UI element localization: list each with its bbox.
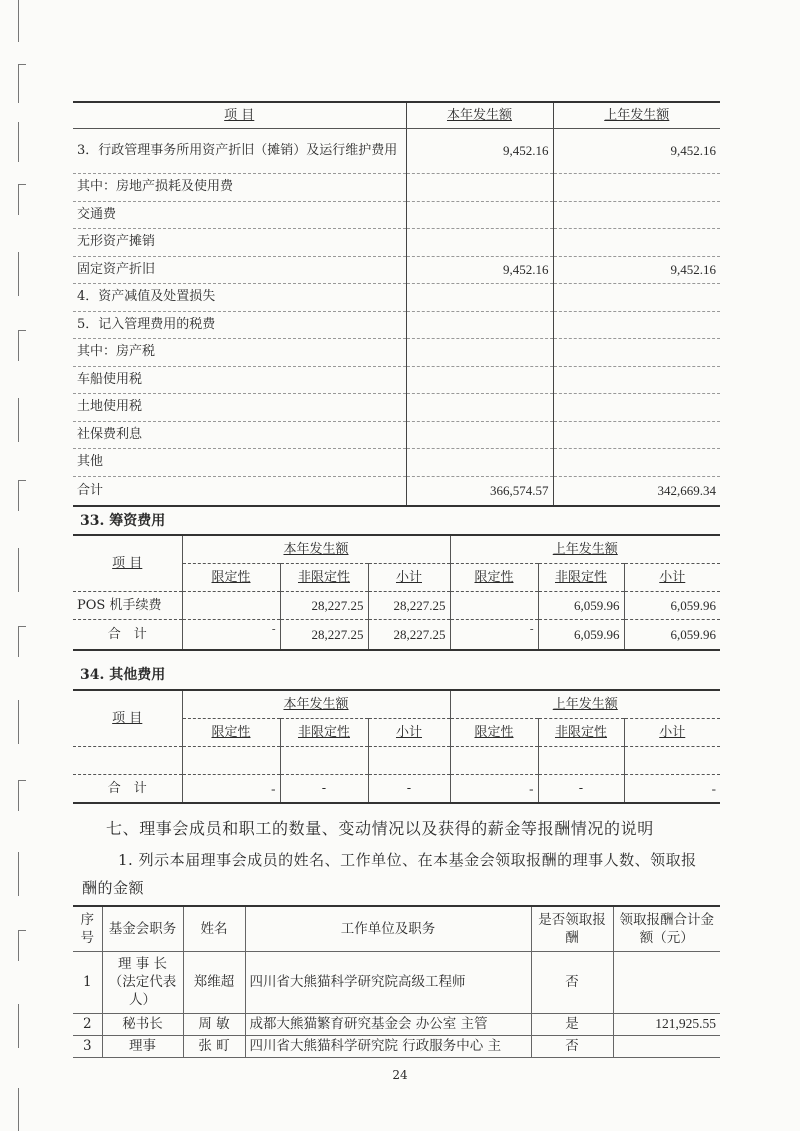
cell-value: -	[182, 775, 280, 804]
column-header-item: 项 目	[73, 102, 406, 129]
column-header-role: 基金会职务	[102, 906, 183, 951]
cell-value	[538, 747, 624, 775]
member-paid: 否	[531, 951, 613, 1013]
cell-value: -	[450, 620, 538, 651]
column-header-paid: 是否领取报酬	[531, 906, 613, 951]
current-amount	[406, 229, 553, 257]
table-row	[73, 394, 720, 422]
table-row	[73, 201, 720, 229]
row-label: POS 机手续费	[73, 592, 182, 620]
subheader-subtotal: 小计	[368, 719, 450, 747]
previous-amount	[553, 174, 720, 202]
cell-value: -	[280, 775, 368, 804]
current-amount	[406, 284, 553, 312]
previous-amount	[553, 366, 720, 394]
cell-value	[280, 747, 368, 775]
column-header-current: 本年发生额	[406, 102, 553, 129]
section-34-title: 34. 其他费用	[80, 667, 166, 683]
subheader-subtotal: 小计	[624, 564, 720, 592]
table-row	[73, 256, 720, 284]
member-no: 1	[73, 951, 102, 1013]
table-row	[73, 1035, 720, 1057]
table-row	[73, 284, 720, 312]
paragraph-line-1: 1. 列示本届理事会成员的姓名、工作单位、在本基金会领取报酬的理事人数、领取报	[118, 851, 697, 869]
cell-value	[624, 747, 720, 775]
column-header-previous: 上年发生额	[450, 690, 720, 719]
column-header-previous: 上年发生额	[450, 535, 720, 564]
member-amount: 121,925.55	[613, 1013, 720, 1035]
previous-amount	[553, 229, 720, 257]
member-name: 郑维超	[183, 951, 245, 1013]
column-header-previous: 上年发生额	[553, 102, 720, 129]
current-amount	[406, 311, 553, 339]
column-header-item: 项 目	[73, 690, 182, 747]
row-label: 土地使用税	[73, 394, 406, 422]
cell-value: -	[182, 620, 280, 651]
cell-value: 6,059.96	[538, 592, 624, 620]
table-row	[73, 951, 720, 1013]
subheader-unrestricted: 非限定性	[538, 719, 624, 747]
subheader-unrestricted: 非限定性	[538, 564, 624, 592]
current-amount: 9,452.16	[406, 256, 553, 284]
member-org: 成都大熊猫繁育研究基金会 办公室 主管	[245, 1013, 531, 1035]
column-header-current: 本年发生额	[182, 535, 450, 564]
total-row	[73, 775, 720, 804]
column-header-current: 本年发生额	[182, 690, 450, 719]
previous-amount	[553, 449, 720, 477]
table-row	[73, 1013, 720, 1035]
financing-expense-table	[73, 534, 720, 651]
table-header-row	[73, 690, 720, 719]
previous-amount	[553, 284, 720, 312]
member-paid: 是	[531, 1013, 613, 1035]
previous-amount	[553, 339, 720, 367]
column-header-amount: 领取报酬合计金额（元）	[613, 906, 720, 951]
previous-amount	[553, 201, 720, 229]
table-row	[73, 339, 720, 367]
column-header-no: 序号	[73, 906, 102, 951]
previous-amount: 9,452.16	[553, 256, 720, 284]
subheader-unrestricted: 非限定性	[280, 719, 368, 747]
cell-value: -	[538, 775, 624, 804]
table-row	[73, 366, 720, 394]
row-label: 3．行政管理事务所用资产折旧（摊销）及运行维护费用	[73, 129, 406, 174]
row-label: 固定资产折旧	[73, 256, 406, 284]
cell-value: 28,227.25	[368, 620, 450, 651]
current-amount	[406, 421, 553, 449]
subheader-restricted: 限定性	[450, 564, 538, 592]
member-no: 2	[73, 1013, 102, 1035]
chapter-7-heading: 七、理事会成员和职工的数量、变动情况以及获得的薪金等报酬情况的说明	[106, 819, 654, 838]
current-amount: 366,574.57	[406, 476, 553, 506]
row-label: 合 计	[73, 620, 182, 651]
member-amount	[613, 1035, 720, 1057]
current-amount	[406, 201, 553, 229]
row-label: 无形资产摊销	[73, 229, 406, 257]
other-expense-table	[73, 689, 720, 804]
row-label: 其中：房产税	[73, 339, 406, 367]
table-row	[73, 311, 720, 339]
row-label	[73, 747, 182, 775]
cell-value: 6,059.96	[538, 620, 624, 651]
previous-amount: 342,669.34	[553, 476, 720, 506]
member-role: 理 事 长（法定代表人）	[102, 951, 183, 1013]
cell-value	[368, 747, 450, 775]
cell-value	[182, 592, 280, 620]
table-header-row	[73, 102, 720, 129]
column-header-name: 姓名	[183, 906, 245, 951]
row-label: 5．记入管理费用的税费	[73, 311, 406, 339]
row-label: 4．资产减值及处置损失	[73, 284, 406, 312]
cell-value: -	[624, 775, 720, 804]
previous-amount	[553, 394, 720, 422]
table-row	[73, 449, 720, 477]
subheader-restricted: 限定性	[450, 719, 538, 747]
binder-margin	[0, 0, 46, 1131]
member-name: 张 町	[183, 1035, 245, 1057]
subheader-unrestricted: 非限定性	[280, 564, 368, 592]
table-row	[73, 129, 720, 174]
table-row	[73, 747, 720, 775]
cell-value	[450, 592, 538, 620]
member-org: 四川省大熊猫科学研究院高级工程师	[245, 951, 531, 1013]
paragraph-line-2: 酬的金额	[82, 879, 145, 897]
row-label: 车船使用税	[73, 366, 406, 394]
current-amount: 9,452.16	[406, 129, 553, 174]
cell-value: 28,227.25	[368, 592, 450, 620]
member-paid: 否	[531, 1035, 613, 1057]
current-amount	[406, 366, 553, 394]
cell-value	[182, 747, 280, 775]
total-row	[73, 620, 720, 651]
subheader-restricted: 限定性	[182, 564, 280, 592]
previous-amount	[553, 311, 720, 339]
cell-value	[450, 747, 538, 775]
cell-value: 6,059.96	[624, 620, 720, 651]
row-label: 交通费	[73, 201, 406, 229]
previous-amount: 9,452.16	[553, 129, 720, 174]
previous-amount	[553, 421, 720, 449]
table-header-row	[73, 535, 720, 564]
row-label: 社保费利息	[73, 421, 406, 449]
table-row	[73, 229, 720, 257]
table-row	[73, 592, 720, 620]
board-members-table	[73, 905, 720, 1058]
current-amount	[406, 449, 553, 477]
row-label: 合 计	[73, 775, 182, 804]
row-label: 其他	[73, 449, 406, 477]
column-header-org: 工作单位及职务	[245, 906, 531, 951]
cell-value: 28,227.25	[280, 592, 368, 620]
section-33-title: 33. 筹资费用	[80, 513, 166, 529]
current-amount	[406, 339, 553, 367]
total-row	[73, 476, 720, 506]
member-org: 四川省大熊猫科学研究院 行政服务中心 主	[245, 1035, 531, 1057]
row-label: 合计	[77, 482, 104, 498]
cell-value: -	[368, 775, 450, 804]
table-row	[73, 174, 720, 202]
management-expense-table	[73, 101, 720, 507]
subheader-restricted: 限定性	[182, 719, 280, 747]
member-no: 3	[73, 1035, 102, 1057]
row-label: 其中：房地产损耗及使用费	[73, 174, 406, 202]
table-row	[73, 421, 720, 449]
current-amount	[406, 394, 553, 422]
member-amount	[613, 951, 720, 1013]
current-amount	[406, 174, 553, 202]
page-number: 24	[392, 1068, 408, 1082]
member-role: 秘书长	[102, 1013, 183, 1035]
member-name: 周 敏	[183, 1013, 245, 1035]
member-role: 理事	[102, 1035, 183, 1057]
cell-value: 28,227.25	[280, 620, 368, 651]
cell-value: 6,059.96	[624, 592, 720, 620]
table-header-row	[73, 906, 720, 951]
column-header-item: 项 目	[73, 535, 182, 592]
subheader-subtotal: 小计	[624, 719, 720, 747]
subheader-subtotal: 小计	[368, 564, 450, 592]
cell-value: -	[450, 775, 538, 804]
